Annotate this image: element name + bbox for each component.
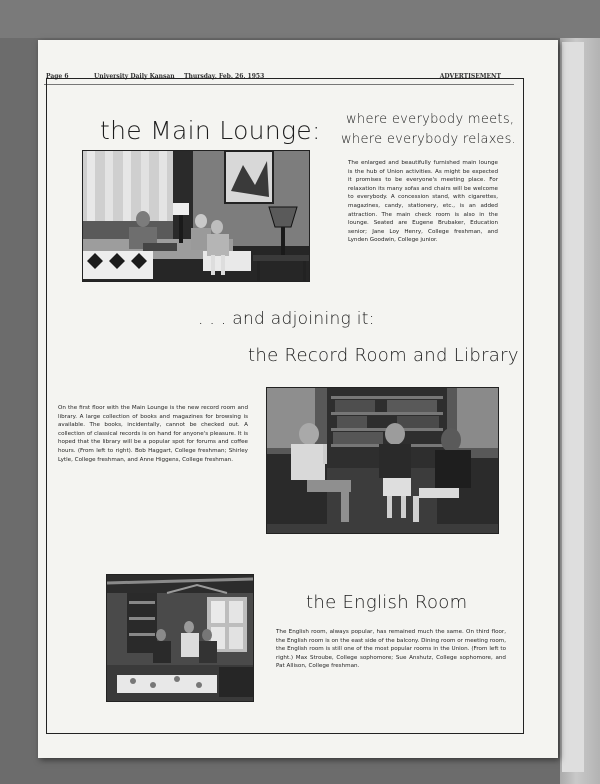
main-lounge-subtitle-2: where everybody relaxes. — [341, 132, 517, 147]
scanner-bed-top — [0, 0, 600, 38]
record-room-heading: the Record Room and Library — [248, 345, 519, 366]
section-label: ADVERTISEMENT — [439, 73, 501, 80]
main-lounge-text: The enlarged and beautifully furnished main lounge is the hub of Union activities. As might be expected it promises to be everyone's meeting place. For relaxation its many sofas and chairs will be welcome to everybody. A concession stand, with cigarettes, magazines, candy, stationery, etc., is an added attraction. The main check room is also in the lounge. Seated are Eugene Brubaker, Education senior; Jane Loy Henry, College freshman, and Lynden Goodwin, College junior. — [348, 160, 498, 244]
english-room-text: The English room, always popular, has remained much the same. On third floor, the English room is on the east side of the balcony. Dining room or meeting room, the English room is still one of the most popular rooms in the Union. (From left to right.) Max Stroube, College sophomore; Sue Anshutz, College sophomore, and Pat Allison, College freshman. — [276, 629, 506, 670]
main-lounge-subtitle-1: where everybody meets, — [346, 112, 515, 127]
paper-name: University Daily Kansan — [94, 73, 175, 80]
record-room-text: On the first floor with the Main Lounge is the new record room and library. A large collection of books and magazines for browsing is available. The books, incidentally, cannot be checked out. A collection of classical records is on hand for anyone's pleasure. It is hoped that the library will be a popular spot for forums and coffee hours. (From left to right). Bob Haggart, College freshman; Shirley Lytle, College freshman, and Anne Higgens, College freshman. — [58, 405, 248, 463]
main-lounge-heading: the Main Lounge: — [100, 116, 321, 145]
record-room-photo — [266, 387, 499, 534]
main-lounge-photo — [82, 150, 310, 282]
english-room-heading: the English Room — [306, 592, 468, 613]
english-room-photo — [106, 574, 254, 702]
adjoining-heading: . . . and adjoining it: — [198, 309, 375, 329]
issue-date: Thursday, Feb. 26, 1953 — [184, 73, 265, 80]
page-number: Page 6 — [46, 73, 69, 80]
adjacent-page-edge — [562, 42, 584, 772]
newspaper-page — [38, 40, 558, 758]
